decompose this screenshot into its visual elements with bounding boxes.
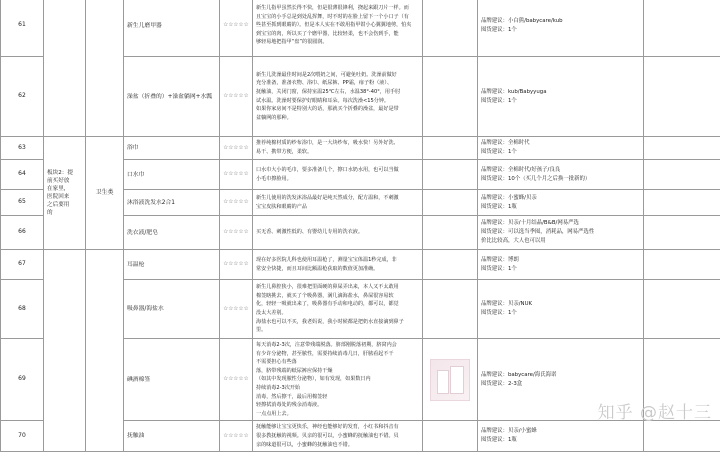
category-cell bbox=[86, 0, 124, 137]
description-line: 小毛巾擦脸用。 bbox=[256, 175, 419, 184]
section-label-line: 在家里， bbox=[47, 185, 82, 193]
notes-cell bbox=[644, 280, 720, 339]
item-description bbox=[253, 421, 423, 452]
product-image-cell bbox=[423, 190, 478, 216]
section-label-line: 之后要用 bbox=[47, 201, 82, 209]
row-number: 65 bbox=[1, 190, 44, 216]
recommendation-line: 囤货建议：1个 bbox=[481, 265, 640, 274]
description-line: 海盐水也可以不买，我老妈说，我小时候都是把奶水直接滴到鼻子 bbox=[256, 318, 419, 327]
row-number: 63 bbox=[1, 137, 44, 160]
description-line: 推荐纯棉材质的纱布浴巾，是一大块纱布，吸水快！另外好洗、 bbox=[256, 139, 419, 148]
description-line: （如其中发现脓性分泌物），如有发现，如果数日内 bbox=[256, 375, 419, 384]
item-name: 抚触油 bbox=[124, 421, 220, 452]
description-line: 到宝宝的肉，所以买了个磨甲器，比较轻柔，也不会伤到手，能 bbox=[256, 30, 419, 39]
row-number: 67 bbox=[1, 250, 44, 280]
rating-stars: ☆☆☆☆☆ bbox=[220, 250, 253, 280]
row-number: 70 bbox=[1, 421, 44, 452]
zhihu-watermark: 知乎 @赵十三 bbox=[598, 398, 712, 423]
description-line: 新生儿指甲虽然长得不快，但是很薄很锋利，挠起来跟刀片一样。而 bbox=[256, 4, 419, 13]
recommendation-line: 品牌建议：贝亲/小蜜蜂 bbox=[481, 427, 640, 436]
row-number: 66 bbox=[1, 216, 44, 250]
description-line: 如果你家房间不是特别大的话，那就买个折叠的澡盆，最好是带 bbox=[256, 105, 419, 114]
recommendation-line: 品牌建议：babycare/海氏海诺 bbox=[481, 371, 640, 380]
item-description bbox=[253, 339, 423, 421]
description-line: 没太大差别。 bbox=[256, 309, 419, 318]
item-name: 沐浴液洗发水2合1 bbox=[124, 190, 220, 216]
description-line: 一点点用上去。 bbox=[256, 410, 419, 419]
item-name: 新生儿磨甲器 bbox=[124, 0, 220, 57]
item-name: 耳温枪 bbox=[124, 250, 220, 280]
description-line: 亲的味道很可以，小蜜蜂的抚触油也不错。 bbox=[256, 441, 419, 450]
brand-recommendation bbox=[478, 216, 644, 250]
rating-stars: ☆☆☆☆☆ bbox=[220, 216, 253, 250]
description-line: 些甚至抓到眼睛的）。但是本人实在不敢用指甲钳小心翼翼地剪，怕夹 bbox=[256, 21, 419, 30]
description-line: 轻擦拭消毒处的残余消毒液。 bbox=[256, 401, 419, 410]
product-image-cell bbox=[423, 216, 478, 250]
brand-recommendation bbox=[478, 421, 644, 452]
recommendation-line: 囤货建议：1个 bbox=[481, 148, 640, 157]
recommendation-line: 品牌建议：全棉时代/好孩子/良良 bbox=[481, 166, 640, 175]
recommendation-line: 囤货建议：2-3盒 bbox=[481, 380, 640, 389]
product-box bbox=[450, 366, 464, 394]
recommendation-line: 囤货建议：1个 bbox=[481, 309, 640, 318]
brand-recommendation bbox=[478, 190, 644, 216]
description-line: 持续消毒2-3次开始 bbox=[256, 384, 419, 393]
recommendation-line: 品牌建议：贝亲/十月结晶/B&B/网易严选 bbox=[481, 219, 640, 228]
description-line: 抚触油，关闭门窗，保持室温25℃左右，水温38°-40°，用手肘 bbox=[256, 88, 419, 97]
section-label-line: 医院回来 bbox=[47, 193, 82, 201]
item-description bbox=[253, 137, 423, 160]
item-description bbox=[253, 190, 423, 216]
brand-recommendation bbox=[478, 57, 644, 137]
section-label-line: 的 bbox=[47, 209, 82, 217]
description-line: 新生儿洗澡最佳时间是2次喂奶之间，可避免吐奶。洗澡前做好 bbox=[256, 71, 419, 80]
row-number: 62 bbox=[1, 57, 44, 137]
description-line: 现在好多医院儿科也使用耳温枪了，测量宝宝体温1秒完成，非 bbox=[256, 256, 419, 265]
rating-stars: ☆☆☆☆☆ bbox=[220, 0, 253, 57]
category-label bbox=[86, 137, 124, 250]
product-image-cell bbox=[423, 57, 478, 137]
table-row bbox=[1, 0, 720, 57]
description-line: 消毒，然后擦干，最后用棉签轻 bbox=[256, 393, 419, 402]
notes-cell bbox=[644, 160, 720, 190]
product-image-cell bbox=[423, 0, 478, 57]
notes-cell bbox=[644, 0, 720, 57]
description-line: 化，轻轻一吸就出来了，吸鼻器有手动和电动的，都可以，都觉 bbox=[256, 300, 419, 309]
brand-recommendation bbox=[478, 0, 644, 57]
description-line: 买无香、刺激性低的、有婴幼儿专用的洗衣液。 bbox=[256, 228, 419, 237]
rating-stars: ☆☆☆☆☆ bbox=[220, 160, 253, 190]
item-name: 口水巾 bbox=[124, 160, 220, 190]
item-description bbox=[253, 216, 423, 250]
section-cell bbox=[44, 0, 86, 137]
product-image-cell bbox=[423, 339, 478, 421]
description-line: 新生儿使用的洗发沐浴品最好是纯天然成分，配方温和，不刺激 bbox=[256, 194, 419, 203]
notes-cell bbox=[644, 57, 720, 137]
description-line: 有少许分泌物，甚至脓性，需要持续消毒几日，肝脓看起不干 bbox=[256, 350, 419, 359]
description-line: 落，脐带残端的纸尿裤应保持干燥 bbox=[256, 367, 419, 376]
category-cell bbox=[86, 250, 124, 452]
description-line: 宝宝皮肤和眼睛的产品 bbox=[256, 203, 419, 212]
description-line: 且宝宝的小手总是到处乱挥舞，时不时的在脸上留下一个小口子（有 bbox=[256, 13, 419, 22]
description-line: 不需要担心有些落 bbox=[256, 358, 419, 367]
item-name: 碘酒棉签 bbox=[124, 339, 220, 421]
item-name: 澡盆（折叠的）+澡盆躺网+水瓢 bbox=[124, 57, 220, 137]
item-description bbox=[253, 250, 423, 280]
product-image-cell bbox=[423, 250, 478, 280]
recommendation-line: 品牌建议：贝亲/NUK bbox=[481, 300, 640, 309]
recommendation-line: 品牌建议：博朗 bbox=[481, 256, 640, 265]
recommendation-line: 囤货建议：1个 bbox=[481, 97, 640, 106]
notes-cell bbox=[644, 216, 720, 250]
row-number: 68 bbox=[1, 280, 44, 339]
brand-recommendation bbox=[478, 160, 644, 190]
recommendation-line: 品牌建议：小白熊/babycare/kub bbox=[481, 17, 640, 26]
product-image-cell bbox=[423, 280, 478, 339]
table-row bbox=[1, 250, 720, 280]
description-line: 充分准备，准备衣物、浴巾、纸尿裤、PP霜，痱子粉（液）、 bbox=[256, 79, 419, 88]
rating-stars: ☆☆☆☆☆ bbox=[220, 57, 253, 137]
item-name: 吸鼻器/海盐水 bbox=[124, 280, 220, 339]
recommendation-line: 品牌建议：小蜜蜂/贝亲 bbox=[481, 194, 640, 203]
recommendation-line: 囤货建议：可以选当季囤，消耗品，网易严选性 bbox=[481, 228, 640, 237]
description-line: 试水温。洗澡时要保护好眼睛和耳朵。每次洗澡<15分钟。 bbox=[256, 97, 419, 106]
rating-stars: ☆☆☆☆☆ bbox=[220, 190, 253, 216]
recommendation-line: 品牌建议：全棉时代 bbox=[481, 139, 640, 148]
rating-stars: ☆☆☆☆☆ bbox=[220, 421, 253, 452]
product-image-cell bbox=[423, 160, 478, 190]
item-description bbox=[253, 57, 423, 137]
product-image-cell bbox=[423, 421, 478, 452]
item-description bbox=[253, 280, 423, 339]
recommendation-line: 品牌建议：kub/Babyyuga bbox=[481, 88, 640, 97]
description-line: 口水巾大小的毛巾，要多准备几个，擦口水奶水用，也可以当做 bbox=[256, 166, 419, 175]
notes-cell bbox=[644, 250, 720, 280]
row-number: 64 bbox=[1, 160, 44, 190]
row-number: 61 bbox=[1, 0, 44, 57]
item-name: 浴巾 bbox=[124, 137, 220, 160]
recommendation-line: 囤货建议：1个 bbox=[481, 26, 640, 35]
recommendation-line: 囤货建议：1瓶 bbox=[481, 203, 640, 212]
brand-recommendation bbox=[478, 280, 644, 339]
rating-stars: ☆☆☆☆☆ bbox=[220, 339, 253, 421]
table-row bbox=[1, 137, 720, 160]
section-label-line: 板块2：提 bbox=[47, 169, 82, 177]
brand-recommendation bbox=[478, 137, 644, 160]
notes-cell bbox=[644, 190, 720, 216]
notes-cell bbox=[644, 421, 720, 452]
product-image-cell bbox=[423, 137, 478, 160]
description-line: 很多教抚触的视频。贝亲的很可以，小蜜蜂的抚触油也不错。贝 bbox=[256, 432, 419, 441]
product-box bbox=[437, 370, 449, 394]
rating-stars: ☆☆☆☆☆ bbox=[220, 280, 253, 339]
notes-cell bbox=[644, 137, 720, 160]
category-text: 卫生类 bbox=[95, 189, 113, 196]
item-name: 洗衣液/肥皂 bbox=[124, 216, 220, 250]
item-description bbox=[253, 0, 423, 57]
description-line: 盆躺网的那种。 bbox=[256, 114, 419, 123]
recommendation-line: 价比比较高，大人也可以用 bbox=[481, 237, 640, 246]
product-photo bbox=[430, 359, 470, 401]
description-line: 新生儿鼻腔狭小，很难把里面硬的鼻屎弄出来，本人又不太敢用 bbox=[256, 283, 419, 292]
description-line: 每天消毒2-3次，注意带残端脱落。脐部刚脱落初期，脐窝内会 bbox=[256, 341, 419, 350]
section-label-line: 前买好放 bbox=[47, 177, 82, 185]
description-line: 里。 bbox=[256, 326, 419, 335]
description-line: 棉签瞎挑去，就买了个吸鼻器，满几滴海盐水，鼻屎很容易软 bbox=[256, 292, 419, 301]
brand-recommendation bbox=[478, 250, 644, 280]
description-line: 抚触能够让宝宝更快乐，神经也能够好的发育，小红书和抖音有 bbox=[256, 423, 419, 432]
recommendation-line: 囤货建议：10个（买几个月之后换一批新的） bbox=[481, 175, 640, 184]
recommendation-line: 囤货建议：1瓶 bbox=[481, 436, 640, 445]
description-line: 够轻易地把指甲“盘”的很圆润。 bbox=[256, 38, 419, 47]
item-description bbox=[253, 160, 423, 190]
description-line: 常安全快捷，而且耳间比额温枪获取的数值更加准确。 bbox=[256, 265, 419, 274]
section-label bbox=[44, 137, 86, 250]
description-line: 易干、携带方便，柔软。 bbox=[256, 148, 419, 157]
section-cell bbox=[44, 250, 86, 452]
rating-stars: ☆☆☆☆☆ bbox=[220, 137, 253, 160]
row-number: 69 bbox=[1, 339, 44, 421]
